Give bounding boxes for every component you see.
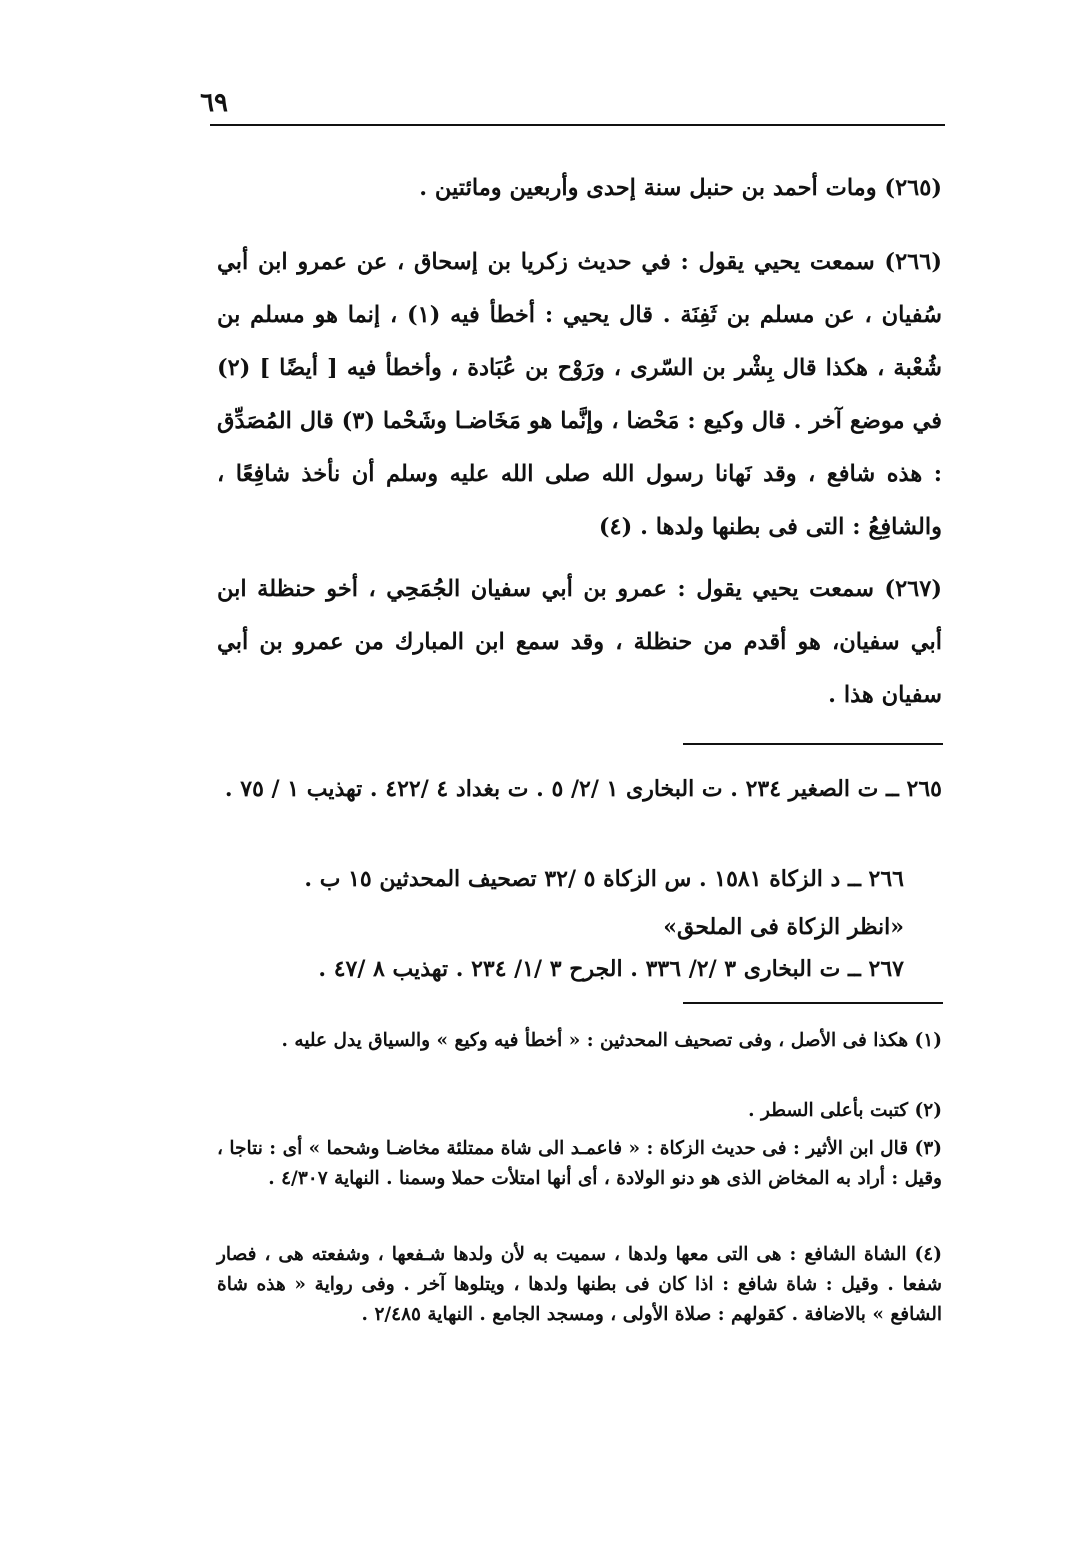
paragraph-266: (٢٦٦) سمعت يحيي يقول : في حديث زكريا بن إسحاق ، عن عمرو ابن أبي سُفيان ، عن مسلم بن ثَفِنَة . قال يحيي : أخطأ فيه (١) ، إنما هو مسلم بن شُعْبة ، هكذا قال بِشْر بن السّرى ، ورَوْح بن عُبَادة ، وأخطأ فيه [ أيضًا ] (٢) في موضع آخر . قال وكيع : مَحْضا ، وإنَّما هو مَخَاضـا وشَحْما (٣) قال المُصَدِّق : هذه شافع ، وقد نَهانا رسول الله صلى الله عليه وسلم أن نأخذ شافِعًا ، والشافِعُ : التى فى بطنها ولدها . (٤) — [217, 249, 942, 540]
references-divider — [683, 743, 943, 745]
footnote-1: (١) هكذا فى الأصل ، وفى تصحيف المحدثين : « أخطأ فيه وكيع » والسياق يدل عليه . — [281, 1030, 942, 1051]
paragraph-267: (٢٦٧) سمعت يحيي يقول : عمرو بن أبي سفيان الجُمَحِي ، أخو حنظلة ابن أبي سفيان، هو أقدم من حنظلة ، وقد سمع ابن المبارك من عمرو بن أبي سفيان هذا . — [217, 576, 942, 708]
reference-266-line1: ٢٦٦ ــ د الزكاة ١٥٨١ . س الزكاة ٥ /٣٢ تصحيف المحدثين ١٥ ب . — [304, 866, 904, 892]
reference-265: ٢٦٥ ــ ت الصغير ٢٣٤ . ت البخارى ١ /٢/ ٥ . ت بغداد ٤ /٤٢٢ . تهذيب ١ / ٧٥ . — [224, 776, 942, 802]
reference-266-line2: «انظر الزكاة فى الملحق» — [663, 914, 904, 940]
reference-267: ٢٦٧ ــ ت البخارى ٣ /٢/ ٣٣٦ . الجرح ٣ /١/ ٢٣٤ . تهذيب ٨ /٤٧ . — [318, 956, 904, 982]
footnote-3: (٣) قال ابن الأثير : فى حديث الزكاة : « فاعمـد الى شاة ممتلئة مخاضـا وشحما » أى : نتاجا ، وقيل : أراد به المخاض الذى هو دنو الولادة ، أى أنها امتلأت حملا وسمنا . النهاية ٤/٣٠٧ . — [217, 1138, 942, 1189]
header-rule — [210, 124, 945, 126]
reference-266 — [217, 855, 942, 951]
footnote-2: (٢) كتبت بأعلى السطر . — [748, 1100, 942, 1121]
page-number: ٦٩ — [200, 88, 228, 118]
footnote-4: (٤) الشاة الشافع : هى التى معها ولدها ، سميت به لأن ولدها شـفعها ، وشفعته هى ، فصار شفعا . وقيل : شاة شافع : اذا كان فى بطنها ولدها ، ويتلوها آخر . وفى رواية « هذه شاة الشافع » بالاضافة . كقولهم : صلاة الأولى ، ومسجد الجامع . النهاية ٢/٤٨٥ . — [217, 1244, 942, 1325]
footnotes-divider — [683, 1002, 943, 1004]
paragraph-265: (٢٦٥) ومات أحمد بن حنبل سنة إحدى وأربعين ومائتين . — [419, 175, 942, 201]
